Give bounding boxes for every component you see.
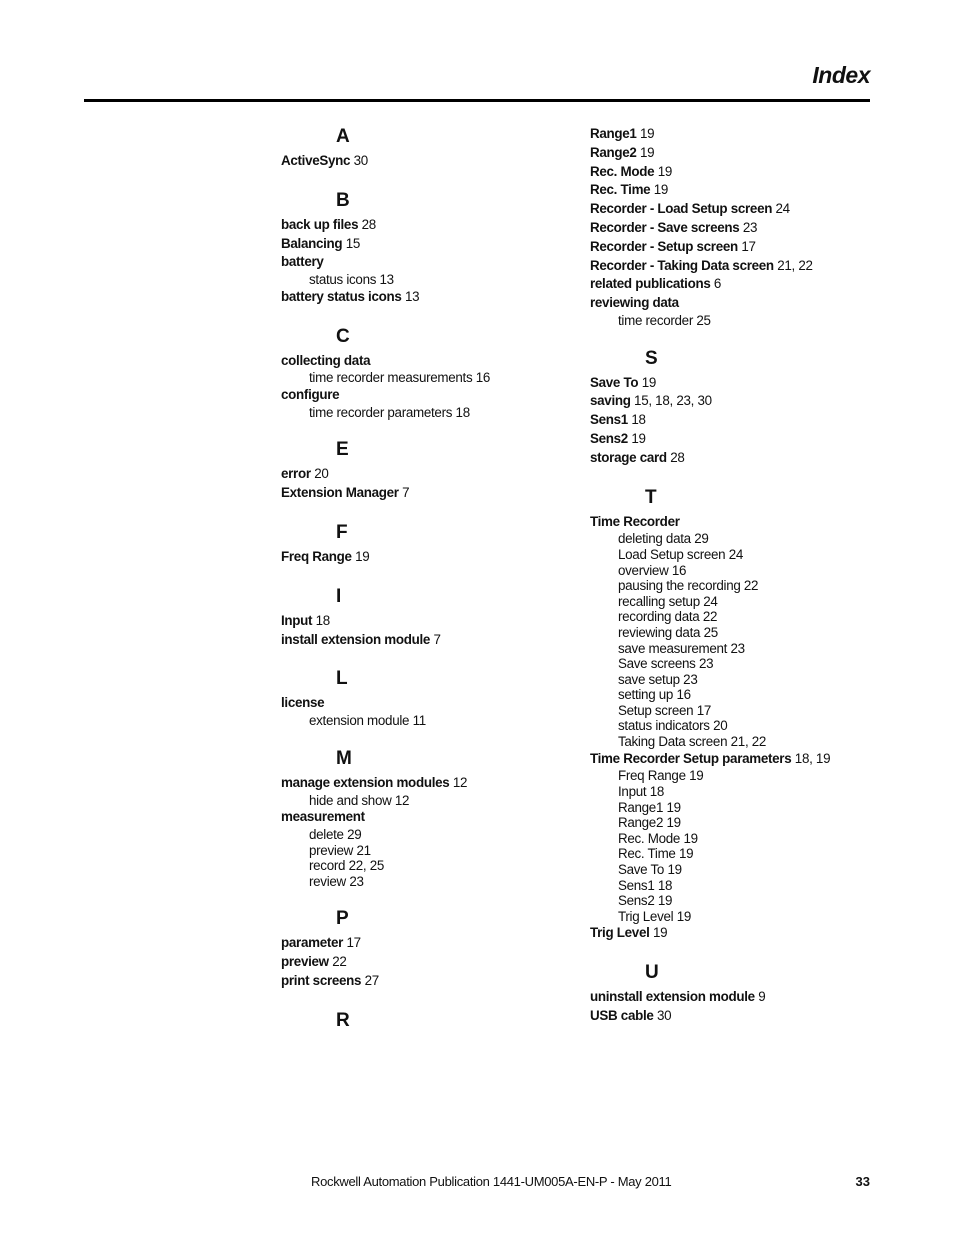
- index-column-right: [590, 125, 880, 1044]
- index-entry: [590, 750, 880, 769]
- index-subentry: Sens1 18: [618, 877, 673, 893]
- index-entry: [590, 449, 880, 468]
- section-letter: L: [336, 668, 348, 690]
- index-subentry: preview 21: [309, 842, 371, 858]
- index-pages: 6: [713, 276, 722, 292]
- index-pages: 23: [742, 219, 758, 235]
- index-term: saving: [590, 393, 631, 409]
- index-section-s: [590, 347, 880, 468]
- index-pages: 30: [656, 1007, 672, 1023]
- index-pages: 17: [741, 238, 756, 254]
- index-term: Extension Manager: [281, 485, 399, 501]
- index-entry: [281, 694, 571, 713]
- index-subentry: pausing the recording 22: [618, 578, 759, 594]
- index-pages: 15, 18, 23, 30: [634, 393, 712, 409]
- index-subentry: Save screens 23: [618, 656, 714, 672]
- index-subentry: Setup screen 17: [618, 702, 712, 718]
- index-section-i: [281, 585, 571, 650]
- index-subentry: Trig Level 19: [618, 908, 692, 924]
- index-entry: [281, 352, 571, 371]
- index-section-m: [281, 747, 571, 890]
- index-term: Trig Level: [590, 925, 650, 941]
- section-letter: B: [336, 189, 350, 211]
- index-subentry: time recorder parameters 18: [309, 404, 470, 420]
- index-subentry: record 22, 25: [309, 858, 385, 874]
- index-pages: 24: [775, 201, 790, 217]
- index-pages: 19: [640, 126, 655, 141]
- section-letter: M: [336, 747, 352, 769]
- index-subentry: Save To 19: [618, 862, 682, 878]
- index-term: Recorder - Setup screen: [590, 238, 738, 254]
- index-subentry: Rec. Time 19: [618, 846, 694, 862]
- index-entry: [590, 294, 880, 313]
- index-term: Input: [281, 612, 313, 628]
- section-letter: E: [336, 439, 349, 461]
- index-subentry: extension module 11: [309, 713, 426, 729]
- index-term: Recorder - Load Setup screen: [590, 201, 773, 217]
- section-letter: I: [336, 585, 342, 607]
- index-term: manage extension modules: [281, 774, 450, 790]
- index-entry: [281, 386, 571, 405]
- section-letter: R: [336, 1009, 350, 1031]
- index-section-f: [281, 521, 571, 567]
- index-entry: [590, 924, 880, 943]
- index-subentry: Taking Data screen 21, 22: [618, 734, 767, 750]
- index-subentry: Input 18: [618, 784, 664, 800]
- index-pages: 27: [364, 972, 379, 988]
- index-entry: [590, 988, 880, 1007]
- index-subentry: time recorder measurements 16: [309, 370, 491, 386]
- index-term: reviewing data: [590, 295, 679, 311]
- index-term: Balancing: [281, 235, 343, 251]
- index-pages: 17: [346, 935, 361, 951]
- index-entry: [590, 374, 880, 393]
- index-section-c: [281, 325, 571, 421]
- index-pages: 28: [361, 216, 376, 232]
- index-pages: 13: [404, 288, 420, 304]
- index-entry: [590, 1007, 880, 1026]
- index-subentry: Range2 19: [618, 815, 681, 831]
- index-term: Sens1: [590, 412, 628, 428]
- index-pages: 19: [652, 925, 668, 941]
- footer-page-number: 33: [855, 1174, 870, 1189]
- index-term: Save To: [590, 374, 639, 390]
- index-subentry: delete 29: [309, 826, 362, 842]
- index-term: Freq Range: [281, 548, 352, 564]
- index-entry: [281, 548, 571, 567]
- index-term: Recorder - Save screens: [590, 219, 740, 235]
- index-subentry: status icons 13: [309, 272, 394, 288]
- index-subentry: save setup 23: [618, 671, 698, 687]
- index-section-p: [281, 907, 571, 990]
- index-term: Recorder - Taking Data screen: [590, 257, 774, 273]
- index-entry: [281, 774, 571, 793]
- index-entry: [590, 144, 880, 163]
- index-pages: 28: [670, 449, 685, 465]
- index-entry: [281, 484, 571, 503]
- index-pages: 19: [657, 163, 672, 179]
- index-pages: 21, 22: [777, 257, 813, 273]
- index-term: back up files: [281, 216, 359, 232]
- index-entry: [281, 612, 571, 631]
- index-entry: [281, 253, 571, 272]
- index-subentry: save measurement 23: [618, 640, 745, 656]
- index-term: parameter: [281, 935, 344, 951]
- index-entry: [590, 513, 880, 532]
- index-entry: [281, 631, 571, 650]
- index-subentry: Rec. Mode 19: [618, 830, 698, 846]
- index-term: Range1: [590, 126, 637, 141]
- index-subentry: recalling setup 24: [618, 593, 718, 609]
- index-term: collecting data: [281, 352, 371, 368]
- index-term: USB cable: [590, 1007, 654, 1023]
- index-term: Sens2: [590, 430, 628, 446]
- index-subentry: deleting data 29: [618, 531, 709, 547]
- index-pages: 19: [653, 182, 669, 198]
- index-subentry: reviewing data 25: [618, 624, 718, 640]
- index-section-t: [590, 486, 880, 944]
- page-title: Index: [812, 62, 870, 88]
- index-subentry: Range1 19: [618, 799, 681, 815]
- section-letter: S: [645, 347, 658, 369]
- index-subentry: Load Setup screen 24: [618, 546, 744, 562]
- index-pages: 19: [355, 548, 370, 564]
- index-term: measurement: [281, 809, 365, 825]
- index-entry: [281, 216, 571, 235]
- index-pages: 15: [345, 235, 361, 251]
- index-entry: [281, 465, 571, 484]
- index-pages: 19: [641, 374, 656, 390]
- index-pages: 20: [314, 466, 329, 482]
- index-pages: 18, 19: [794, 750, 831, 766]
- index-entry: [590, 200, 880, 219]
- index-entry: [590, 238, 880, 257]
- index-term: uninstall extension module: [590, 989, 755, 1005]
- index-pages: 7: [402, 485, 410, 501]
- index-section-l: [281, 667, 571, 728]
- index-term: storage card: [590, 449, 667, 465]
- index-term: preview: [281, 954, 329, 970]
- index-subentry: review 23: [309, 873, 364, 889]
- index-pages: 18: [631, 412, 646, 428]
- index-pages: 7: [433, 631, 441, 647]
- index-term: print screens: [281, 972, 362, 988]
- index-pages: 19: [640, 144, 655, 160]
- index-section-r: [281, 1009, 571, 1033]
- index-entry: [281, 152, 571, 171]
- index-pages: 30: [353, 153, 368, 168]
- section-letter: A: [336, 126, 350, 147]
- section-letter: C: [336, 325, 350, 347]
- index-entry: [281, 808, 571, 827]
- index-term: license: [281, 695, 325, 711]
- index-entry: [590, 275, 880, 294]
- index-term: Time Recorder Setup parameters: [590, 750, 792, 766]
- index-term: install extension module: [281, 631, 431, 647]
- index-subentry: status indicators 20: [618, 718, 728, 734]
- section-letter: T: [645, 486, 657, 508]
- index-subentry: recording data 22: [618, 609, 718, 625]
- index-term: configure: [281, 386, 340, 402]
- index-term: related publications: [590, 276, 711, 292]
- index-term: battery: [281, 254, 324, 270]
- index-entry: [590, 257, 880, 276]
- index-subentry: Freq Range 19: [618, 768, 704, 784]
- index-pages: 22: [332, 954, 347, 970]
- index-subentry: Sens2 19: [618, 893, 673, 909]
- index-subentry: time recorder 25: [618, 312, 711, 328]
- index-entry: [590, 125, 880, 144]
- index-pages: 12: [452, 774, 468, 790]
- index-entry: [281, 288, 571, 307]
- index-term: Time Recorder: [590, 513, 680, 529]
- index-term: Rec. Time: [590, 182, 651, 198]
- index-entry: [281, 934, 571, 953]
- title-rule: [84, 99, 870, 102]
- index-column-left: [281, 125, 571, 1051]
- index-pages: 9: [758, 989, 766, 1005]
- index-entry: [281, 953, 571, 972]
- index-subentry: hide and show 12: [309, 792, 410, 808]
- index-section-r-continued: [590, 125, 880, 329]
- index-subentry: setting up 16: [618, 687, 691, 703]
- index-entry: [590, 163, 880, 182]
- index-subentry: overview 16: [618, 562, 687, 578]
- index-entry: [590, 392, 880, 411]
- index-term: Rec. Mode: [590, 163, 655, 179]
- index-entry: [590, 219, 880, 238]
- index-term: error: [281, 466, 311, 482]
- index-section-e: [281, 438, 571, 503]
- section-letter: F: [336, 521, 348, 543]
- index-pages: 18: [315, 612, 330, 628]
- index-entry: [281, 972, 571, 991]
- index-section-b: [281, 189, 571, 307]
- index-section-a: [281, 125, 571, 171]
- index-pages: 19: [631, 430, 646, 446]
- index-section-u: [590, 961, 880, 1026]
- index-term: battery status icons: [281, 288, 402, 304]
- footer-publication: Rockwell Automation Publication 1441-UM005A-EN-P - May 2011: [311, 1174, 672, 1189]
- section-letter: P: [336, 908, 349, 930]
- index-entry: [281, 235, 571, 254]
- index-term: Range2: [590, 144, 637, 160]
- index-entry: [590, 181, 880, 200]
- section-letter: U: [645, 962, 659, 984]
- index-term: ActiveSync: [281, 153, 351, 168]
- index-entry: [590, 411, 880, 430]
- index-entry: [590, 430, 880, 449]
